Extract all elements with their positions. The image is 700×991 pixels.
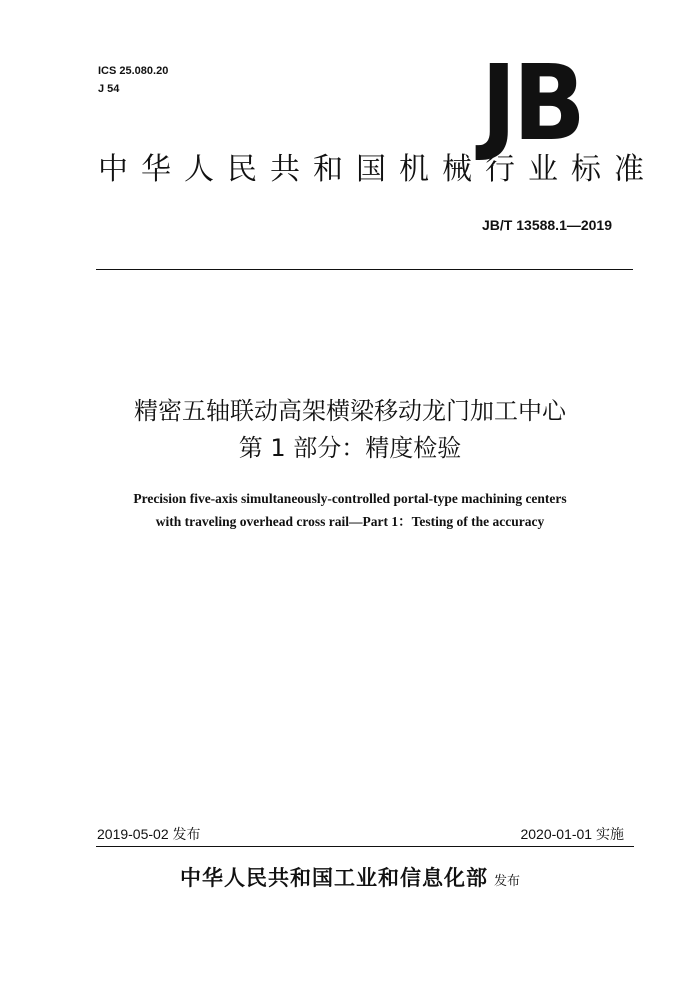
publisher-line — [0, 862, 700, 892]
header-divider — [96, 269, 633, 270]
english-title-line-2: with traveling overhead cross rail—Part 1：Testing of the accuracy — [155, 514, 545, 529]
classification-code: J 54 — [98, 83, 120, 95]
publisher-name: 中华人民共和国工业和信息化部 — [179, 866, 488, 890]
jb-logo: JB — [481, 42, 583, 164]
publish-label: 发布 — [493, 874, 520, 889]
english-title-line-1: Precision five-axis simultaneously-controlled portal-type machining centers — [133, 491, 567, 506]
standard-number: JB/T 13588.1—2019 — [482, 217, 612, 233]
issue-date: 2019-05-02 发布 — [97, 826, 201, 842]
standard-category-title: 中华人民共和国机械行业标准 — [98, 152, 657, 187]
ics-code: ICS 25.080.20 — [98, 65, 169, 77]
implementation-date: 2020-01-01 实施 — [520, 826, 624, 842]
footer-divider — [96, 846, 634, 847]
chinese-title-line-2: 第 1 部分：精度检验 — [238, 434, 462, 462]
chinese-title-line-1: 精密五轴联动高架横梁移动龙门加工中心 — [134, 397, 566, 425]
